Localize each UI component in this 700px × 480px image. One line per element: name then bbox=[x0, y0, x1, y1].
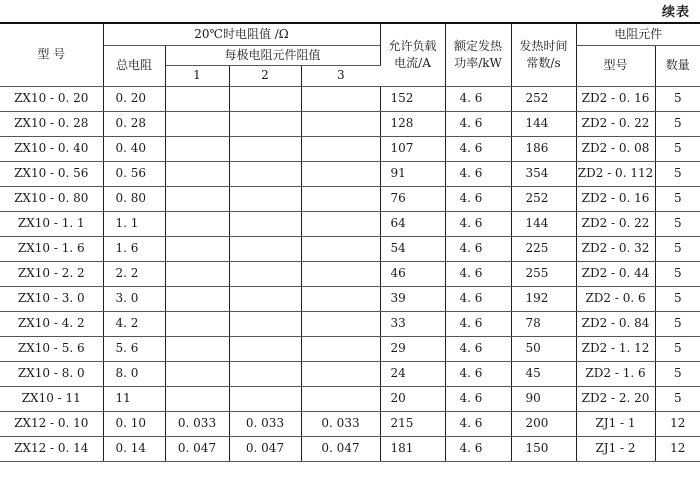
cell-time-constant: 200 bbox=[511, 411, 576, 436]
cell-element-qty: 5 bbox=[655, 86, 700, 111]
cell-element-model: ZD2 - 0. 08 bbox=[576, 136, 655, 161]
table-row bbox=[0, 386, 700, 411]
cell-model: ZX10 - 3. 0 bbox=[0, 286, 103, 311]
cell-time-constant: 150 bbox=[511, 436, 576, 461]
cell-rated-power: 4. 6 bbox=[445, 386, 511, 411]
cell-pole-2 bbox=[229, 286, 301, 311]
cell-pole-3 bbox=[301, 386, 380, 411]
cell-total-resistance: 3. 0 bbox=[103, 286, 165, 311]
cell-allowed-current: 64 bbox=[380, 211, 445, 236]
cell-allowed-current: 181 bbox=[380, 436, 445, 461]
table-row bbox=[0, 411, 700, 436]
cell-total-resistance: 1. 1 bbox=[103, 211, 165, 236]
table-row bbox=[0, 436, 700, 461]
cell-pole-2 bbox=[229, 161, 301, 186]
cell-pole-3 bbox=[301, 161, 380, 186]
cell-pole-1 bbox=[165, 361, 229, 386]
cell-pole-2: 0. 047 bbox=[229, 436, 301, 461]
cell-total-resistance: 0. 80 bbox=[103, 186, 165, 211]
cell-pole-2: 0. 033 bbox=[229, 411, 301, 436]
table-body bbox=[0, 86, 700, 461]
header-model: 型 号 bbox=[0, 23, 103, 86]
table-row bbox=[0, 286, 700, 311]
cell-allowed-current: 20 bbox=[380, 386, 445, 411]
cell-pole-2 bbox=[229, 211, 301, 236]
cell-rated-power: 4. 6 bbox=[445, 411, 511, 436]
cell-total-resistance: 0. 28 bbox=[103, 111, 165, 136]
cell-element-model: ZD2 - 0. 44 bbox=[576, 261, 655, 286]
cell-element-qty: 5 bbox=[655, 261, 700, 286]
cell-rated-power: 4. 6 bbox=[445, 136, 511, 161]
cell-pole-1 bbox=[165, 111, 229, 136]
header-rated-power: 额定发热 功率/kW bbox=[445, 23, 511, 86]
cell-total-resistance: 0. 40 bbox=[103, 136, 165, 161]
cell-pole-2 bbox=[229, 336, 301, 361]
cell-pole-3 bbox=[301, 111, 380, 136]
cell-element-qty: 5 bbox=[655, 186, 700, 211]
cell-total-resistance: 1. 6 bbox=[103, 236, 165, 261]
cell-pole-2 bbox=[229, 136, 301, 161]
cell-time-constant: 144 bbox=[511, 111, 576, 136]
cell-time-constant: 90 bbox=[511, 386, 576, 411]
cell-pole-3 bbox=[301, 186, 380, 211]
cell-model: ZX10 - 11 bbox=[0, 386, 103, 411]
cell-element-qty: 5 bbox=[655, 136, 700, 161]
table-row bbox=[0, 361, 700, 386]
cell-allowed-current: 33 bbox=[380, 311, 445, 336]
cell-element-qty: 12 bbox=[655, 436, 700, 461]
cell-pole-2 bbox=[229, 361, 301, 386]
cell-time-constant: 50 bbox=[511, 336, 576, 361]
cell-allowed-current: 215 bbox=[380, 411, 445, 436]
header-resistance-group: 20℃时电阻值 /Ω bbox=[103, 23, 380, 45]
cell-pole-1 bbox=[165, 386, 229, 411]
table-row bbox=[0, 136, 700, 161]
table-row bbox=[0, 311, 700, 336]
cell-model: ZX10 - 4. 2 bbox=[0, 311, 103, 336]
continued-label: 续表 bbox=[661, 5, 690, 20]
cell-allowed-current: 54 bbox=[380, 236, 445, 261]
cell-pole-2 bbox=[229, 186, 301, 211]
cell-pole-2 bbox=[229, 86, 301, 111]
header-time-constant: 发热时间 常数/s bbox=[511, 23, 576, 86]
cell-element-model: ZD2 - 0. 22 bbox=[576, 111, 655, 136]
cell-model: ZX10 - 0. 80 bbox=[0, 186, 103, 211]
cell-element-model: ZD2 - 1. 6 bbox=[576, 361, 655, 386]
cell-pole-1 bbox=[165, 261, 229, 286]
cell-allowed-current: 152 bbox=[380, 86, 445, 111]
cell-model: ZX10 - 1. 6 bbox=[0, 236, 103, 261]
header-pole-3: 3 bbox=[301, 65, 380, 86]
cell-pole-1 bbox=[165, 336, 229, 361]
cell-total-resistance: 0. 14 bbox=[103, 436, 165, 461]
cell-element-qty: 5 bbox=[655, 336, 700, 361]
header-pole-2: 2 bbox=[229, 65, 301, 86]
cell-total-resistance: 5. 6 bbox=[103, 336, 165, 361]
cell-pole-1 bbox=[165, 211, 229, 236]
table-row bbox=[0, 336, 700, 361]
cell-element-model: ZD2 - 0. 22 bbox=[576, 211, 655, 236]
table-row bbox=[0, 236, 700, 261]
cell-element-qty: 5 bbox=[655, 311, 700, 336]
cell-time-constant: 78 bbox=[511, 311, 576, 336]
table-header bbox=[0, 23, 700, 86]
header-element-group: 电阻元件 bbox=[576, 23, 700, 45]
cell-pole-2 bbox=[229, 261, 301, 286]
cell-time-constant: 186 bbox=[511, 136, 576, 161]
cell-time-constant: 252 bbox=[511, 186, 576, 211]
cell-pole-3: 0. 033 bbox=[301, 411, 380, 436]
cell-pole-2 bbox=[229, 386, 301, 411]
cell-pole-1: 0. 033 bbox=[165, 411, 229, 436]
cell-pole-2 bbox=[229, 236, 301, 261]
cell-pole-3: 0. 047 bbox=[301, 436, 380, 461]
cell-model: ZX10 - 5. 6 bbox=[0, 336, 103, 361]
table-row bbox=[0, 86, 700, 111]
cell-pole-1 bbox=[165, 136, 229, 161]
cell-pole-3 bbox=[301, 261, 380, 286]
header-element-model: 型号 bbox=[576, 45, 655, 86]
cell-element-model: ZD2 - 1. 12 bbox=[576, 336, 655, 361]
cell-time-constant: 45 bbox=[511, 361, 576, 386]
cell-model: ZX12 - 0. 10 bbox=[0, 411, 103, 436]
cell-element-model: ZJ1 - 2 bbox=[576, 436, 655, 461]
cell-allowed-current: 39 bbox=[380, 286, 445, 311]
cell-allowed-current: 29 bbox=[380, 336, 445, 361]
cell-allowed-current: 91 bbox=[380, 161, 445, 186]
cell-rated-power: 4. 6 bbox=[445, 436, 511, 461]
cell-element-qty: 12 bbox=[655, 411, 700, 436]
cell-element-model: ZD2 - 0. 16 bbox=[576, 86, 655, 111]
cell-element-qty: 5 bbox=[655, 236, 700, 261]
table-row bbox=[0, 261, 700, 286]
cell-element-model: ZD2 - 0. 6 bbox=[576, 286, 655, 311]
cell-pole-3 bbox=[301, 286, 380, 311]
cell-rated-power: 4. 6 bbox=[445, 286, 511, 311]
cell-time-constant: 144 bbox=[511, 211, 576, 236]
resistor-spec-table bbox=[0, 22, 700, 462]
cell-element-model: ZD2 - 0. 112 bbox=[576, 161, 655, 186]
table-row bbox=[0, 186, 700, 211]
cell-pole-3 bbox=[301, 236, 380, 261]
cell-element-qty: 5 bbox=[655, 361, 700, 386]
cell-pole-3 bbox=[301, 136, 380, 161]
cell-pole-1 bbox=[165, 311, 229, 336]
header-allowed-current: 允许负载 电流/A bbox=[380, 23, 445, 86]
cell-model: ZX10 - 1. 1 bbox=[0, 211, 103, 236]
cell-pole-2 bbox=[229, 311, 301, 336]
cell-rated-power: 4. 6 bbox=[445, 211, 511, 236]
cell-total-resistance: 11 bbox=[103, 386, 165, 411]
cell-total-resistance: 2. 2 bbox=[103, 261, 165, 286]
header-per-pole-group: 每极电阻元件阻值 bbox=[165, 45, 380, 65]
cell-model: ZX10 - 0. 28 bbox=[0, 111, 103, 136]
cell-pole-1 bbox=[165, 286, 229, 311]
cell-total-resistance: 0. 10 bbox=[103, 411, 165, 436]
cell-pole-3 bbox=[301, 336, 380, 361]
cell-element-qty: 5 bbox=[655, 161, 700, 186]
cell-time-constant: 255 bbox=[511, 261, 576, 286]
cell-allowed-current: 107 bbox=[380, 136, 445, 161]
cell-rated-power: 4. 6 bbox=[445, 86, 511, 111]
cell-element-qty: 5 bbox=[655, 386, 700, 411]
cell-rated-power: 4. 6 bbox=[445, 361, 511, 386]
cell-allowed-current: 76 bbox=[380, 186, 445, 211]
cell-model: ZX10 - 0. 40 bbox=[0, 136, 103, 161]
table-row bbox=[0, 211, 700, 236]
cell-total-resistance: 4. 2 bbox=[103, 311, 165, 336]
header-element-qty: 数量 bbox=[655, 45, 700, 86]
table-row bbox=[0, 161, 700, 186]
cell-model: ZX10 - 2. 2 bbox=[0, 261, 103, 286]
cell-rated-power: 4. 6 bbox=[445, 261, 511, 286]
cell-pole-3 bbox=[301, 86, 380, 111]
cell-allowed-current: 128 bbox=[380, 111, 445, 136]
cell-time-constant: 354 bbox=[511, 161, 576, 186]
cell-pole-1 bbox=[165, 86, 229, 111]
cell-rated-power: 4. 6 bbox=[445, 161, 511, 186]
cell-allowed-current: 46 bbox=[380, 261, 445, 286]
cell-pole-1 bbox=[165, 161, 229, 186]
header-total-resistance: 总电阻 bbox=[103, 45, 165, 86]
cell-total-resistance: 0. 56 bbox=[103, 161, 165, 186]
cell-total-resistance: 8. 0 bbox=[103, 361, 165, 386]
cell-pole-3 bbox=[301, 211, 380, 236]
header-pole-1: 1 bbox=[165, 65, 229, 86]
cell-pole-3 bbox=[301, 361, 380, 386]
cell-model: ZX10 - 8. 0 bbox=[0, 361, 103, 386]
cell-rated-power: 4. 6 bbox=[445, 186, 511, 211]
cell-time-constant: 225 bbox=[511, 236, 576, 261]
cell-element-qty: 5 bbox=[655, 286, 700, 311]
cell-allowed-current: 24 bbox=[380, 361, 445, 386]
cell-model: ZX12 - 0. 14 bbox=[0, 436, 103, 461]
cell-element-model: ZD2 - 0. 84 bbox=[576, 311, 655, 336]
cell-model: ZX10 - 0. 56 bbox=[0, 161, 103, 186]
cell-rated-power: 4. 6 bbox=[445, 111, 511, 136]
cell-element-qty: 5 bbox=[655, 111, 700, 136]
cell-rated-power: 4. 6 bbox=[445, 311, 511, 336]
cell-element-model: ZD2 - 2. 20 bbox=[576, 386, 655, 411]
cell-element-model: ZD2 - 0. 16 bbox=[576, 186, 655, 211]
cell-element-model: ZD2 - 0. 32 bbox=[576, 236, 655, 261]
cell-pole-2 bbox=[229, 111, 301, 136]
cell-pole-1 bbox=[165, 236, 229, 261]
cell-element-model: ZJ1 - 1 bbox=[576, 411, 655, 436]
cell-total-resistance: 0. 20 bbox=[103, 86, 165, 111]
cell-rated-power: 4. 6 bbox=[445, 336, 511, 361]
cell-rated-power: 4. 6 bbox=[445, 236, 511, 261]
cell-pole-1: 0. 047 bbox=[165, 436, 229, 461]
cell-element-qty: 5 bbox=[655, 211, 700, 236]
cell-time-constant: 252 bbox=[511, 86, 576, 111]
cell-pole-3 bbox=[301, 311, 380, 336]
table-row bbox=[0, 111, 700, 136]
cell-model: ZX10 - 0. 20 bbox=[0, 86, 103, 111]
cell-pole-1 bbox=[165, 186, 229, 211]
cell-time-constant: 192 bbox=[511, 286, 576, 311]
